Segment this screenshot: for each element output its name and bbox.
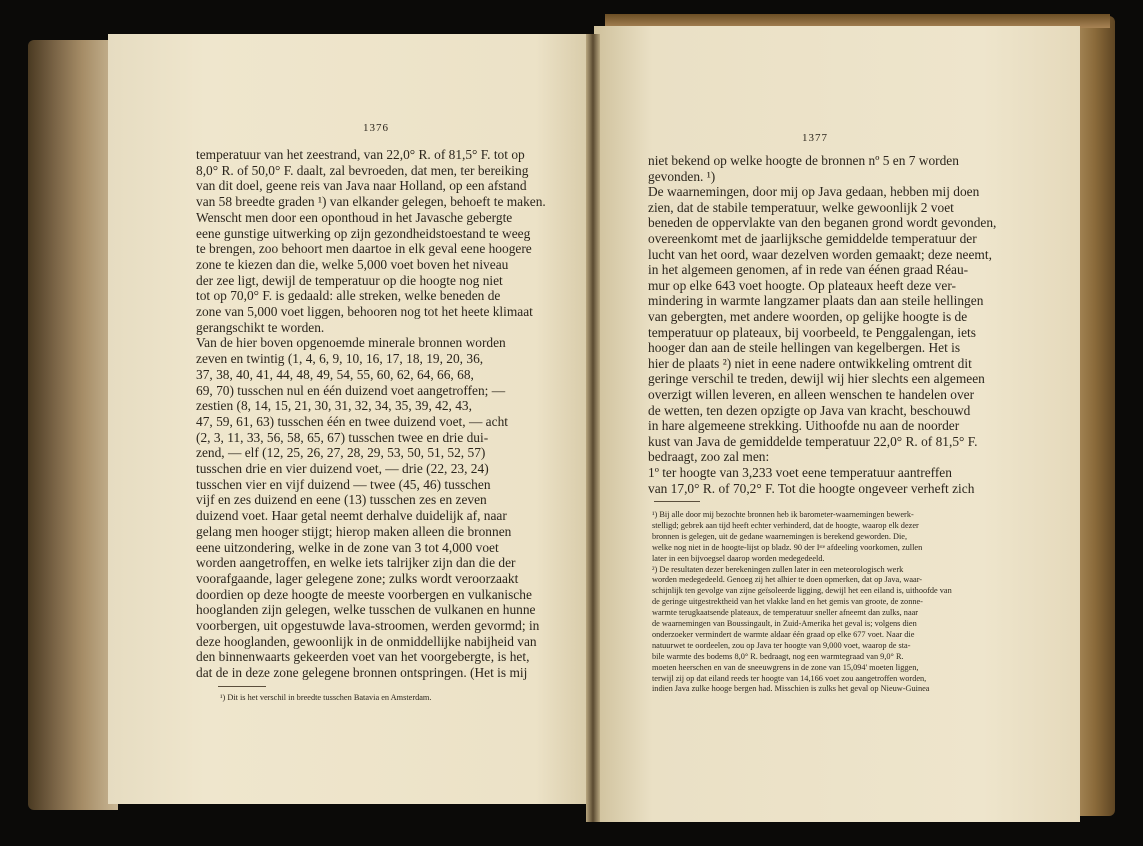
text-line: der zee ligt, dewijl de temperatuur op die hoogte nog niet — [196, 272, 503, 288]
text-line: niet bekend op welke hoogte de bronnen nº 5 en 7 worden — [648, 153, 959, 168]
book-gutter — [586, 34, 600, 822]
text-line: temperatuur van het zeestrand, van 22,0° R. of 81,5° F. tot op — [196, 147, 525, 162]
text-line: van 58 breedte graden ¹) van elkander gelegen, behoeft te maken. — [196, 194, 546, 210]
text-line: (2, 3, 11, 33, 56, 58, 65, 67) tusschen twee en drie dui- — [196, 429, 489, 445]
text-line: eene gunstige uitwerking op zijn gezondheidstoestand te weeg — [196, 225, 531, 241]
text-line: vijf en zes duizend en eene (13) tusschen zes en zeven — [196, 492, 487, 508]
text-line: tusschen drie en vier duizend voet, — drie (22, 23, 24) — [196, 461, 489, 476]
text-line: 1º ter hoogte van 3,233 voet eene temperatuur aantreffen — [648, 465, 952, 480]
footnote-line: later in een bijvoegsel daarop worden medegedeeld. — [652, 553, 825, 563]
text-line: mindering in warmte langzamer plaats dan aan steile hellingen — [648, 293, 984, 309]
text-line: overzigt willen leveren, en alleen wenschen te handelen over — [648, 387, 975, 402]
footnote-line: onderzoeker vermindert de warmte aldaar één graad op elke 677 voet. Naar die — [652, 629, 915, 639]
text-line: worden aangetroffen, en welke iets talrijker zijn dan die der — [196, 555, 516, 571]
footnote-rule — [218, 686, 266, 687]
text-line: hier de plaats ²) niet in eene nadere ontwikkeling omtrent dit — [648, 355, 972, 371]
footnote-line: de geringe uitgestrektheid van het vlakke land en het gemis van groote, de zonne- — [652, 597, 923, 607]
text-line: 69, 70) tusschen nul en één duizend voet aangetroffen; — — [196, 382, 506, 398]
text-line: duizend voet. Haar getal neemt derhalve duidelijk af, naar — [196, 508, 507, 524]
text-line: zone van 5,000 voet liggen, behooren nog tot het heete klimaat — [196, 304, 533, 319]
text-line: zien, dat de stabile temperatuur, welke gewoonlijk 2 voet — [648, 199, 954, 215]
text-line: lucht van het oord, waar dezelven worden gemaakt; deze neemt, — [648, 246, 992, 262]
text-line: eene uitzondering, welke in de zone van 3 tot 4,000 voet — [196, 539, 499, 555]
footnote-line: bronnen is gelegen, uit de gedane waarnemingen is berekend geworden. Die, — [652, 531, 908, 541]
footnote-line: worden medegedeeld. Genoeg zij het alhier te doen opmerken, dat op Java, waar- — [652, 575, 923, 585]
footnote-line: schijnlijk ten gevolge van zijne geïsoleerde ligging, dewijl het een eiland is, uithoofde van — [652, 586, 952, 596]
text-line: voorafgaande, lager gelegene zone; zulks wordt veroorzaakt — [196, 570, 519, 586]
footnote-line: welke nog niet in de hoogte-lijst op bladz. 90 der Iˢᵗᵉ afdeeling voorkomen, zullen — [652, 542, 923, 552]
text-line: gelang men hooger stijgt; hierop maken alleen die bronnen — [196, 523, 512, 539]
text-line: voorbergen, uit opgestuwde lava-stroomen, werden gevormd; in — [196, 618, 540, 633]
text-line: Wenscht men door een oponthoud in het Javasche gebergte — [196, 209, 513, 225]
text-line: 37, 38, 40, 41, 44, 48, 49, 54, 55, 60, 62, 64, 66, 68, — [196, 366, 474, 382]
text-line: in het algemeen genomen, af in rede van éénen graad Réau- — [648, 262, 969, 278]
text-line: zestien (8, 14, 15, 21, 30, 31, 32, 34, 35, 39, 42, 43, — [196, 398, 472, 414]
text-line: dat de in deze zone gelegene bronnen ontspringen. (Het is mij — [196, 665, 528, 681]
text-line: de wetten, ten dezen opzigte op Java van kracht, beschouwd — [648, 402, 971, 418]
text-line: tot op 70,0° F. is gedaald: alle streken, welke beneden de — [196, 288, 501, 304]
footnote-line: indien Java zulke hooge bergen had. Misschien is zulks het geval op Nieuw-Guinea — [652, 684, 930, 694]
page-number: 1377 — [802, 132, 828, 144]
text-line: mur op elke 643 voet hoogte. Op plateaux heeft deze ver- — [648, 277, 956, 293]
text-line: deze hooglanden, gewoonlijk in de onmiddellijke nabijheid van — [196, 633, 537, 649]
footnote-line: moeten heerschen en van de sneeuwgrens in de zone van 15,094' moeten liggen, — [652, 662, 919, 672]
text-line: zend, — elf (12, 25, 26, 27, 28, 29, 53, 50, 51, 52, 57) — [196, 445, 486, 461]
text-line: temperatuur op plateaux, bij voorbeeld, te Penggalengan, iets — [648, 324, 976, 340]
text-line: van 17,0° R. of 70,2° F. Tot die hoogte ongeveer verheft zich — [648, 480, 975, 496]
book-edge-left — [28, 40, 118, 810]
text-line: hooglanden zijn gelegen, welke tusschen de vulkanen en hunne — [196, 602, 536, 618]
text-line: van gebergten, met andere woorden, op gelijke hoogte is de — [648, 309, 968, 324]
footnote-line: ¹) Bij alle door mij bezochte bronnen heb ik barometer-waarnemingen bewerk- — [652, 510, 914, 519]
right-page — [594, 26, 1080, 822]
footnote-line: stelligd; gebrek aan tijd heeft echter verhinderd, dat de hoogte, waarop elk dezer — [652, 520, 919, 530]
footnote-line: ²) De resultaten dezer berekeningen zullen later in een meteorologisch werk — [652, 564, 904, 574]
footnote-line: de waarnemingen van Boussingault, in Zuid-Amerika het geval is; volgens dien — [652, 619, 917, 628]
text-line: van dit doel, geene reis van Java naar Holland, op een afstand — [196, 178, 527, 194]
footnote-rule — [654, 501, 700, 502]
footnote-line: natuurwet te oordeelen, zou op Java ter hoogte van 9,000 voet, waarop de sta- — [652, 640, 911, 650]
text-line: geringe verschil te treden, dewijl wij hier slechts een algemeen — [648, 371, 985, 387]
text-line: Van de hier boven opgenoemde minerale bronnen worden — [196, 335, 506, 351]
text-line: hooger dan aan de steile hellingen van kegelbergen. Het is — [648, 340, 961, 356]
text-line: bedraagt, zoo zal men: — [648, 449, 770, 465]
text-line: den binnenwaarts gekeerden voet van het voorgebergte, is het, — [196, 649, 530, 665]
text-line: gerangschikt te worden. — [196, 319, 325, 335]
footnote-line: terwijl zij op dat eiland reeds ter hoogte van 14,166 voet zou aangetroffen worden, — [652, 673, 927, 683]
text-line: zone te kiezen dan die, welke 5,000 voet boven het niveau — [196, 256, 509, 272]
text-line: De waarnemingen, door mij op Java gedaan, hebben mij doen — [648, 184, 980, 200]
page-number: 1376 — [363, 122, 389, 134]
footnote-line: warmte terugkaatsende plateaux, de temperatuur sneller afneemt dan zulks, naar — [652, 608, 919, 618]
footnote-line: ¹) Dit is het verschil in breedte tusschen Batavia en Amsterdam. — [220, 693, 432, 702]
text-line: kust van Java de gemiddelde temperatuur 22,0° R. of 81,5° F. — [648, 433, 978, 449]
left-page — [108, 34, 594, 804]
text-line: gevonden. ¹) — [648, 168, 716, 184]
text-line: in hare algemeene strekking. Uithoofde nu aan de noorder — [648, 418, 960, 434]
text-line: 8,0° R. of 50,0° F. daalt, zal bevroeden, dat men, ter bereiking — [196, 162, 529, 178]
text-line: te brengen, zoo behoort men daartoe in elk geval eene hoogere — [196, 241, 532, 257]
text-line: tusschen vier en vijf duizend — twee (45, 46) tusschen — [196, 476, 491, 492]
text-line: zeven en twintig (1, 4, 6, 9, 10, 16, 17, 18, 19, 20, 36, — [196, 351, 484, 367]
text-line: doordien op deze hoogte de meeste voorbergen en vulkanische — [196, 586, 532, 602]
footnote-line: bile warmte des bodems 8,0° R. bedraagt, nog een warmtegraad van 9,0° R. — [652, 651, 904, 661]
text-line: beneden de oppervlakte van den beganen grond wordt gevonden, — [648, 215, 997, 231]
text-line: overeenkomt met de jaarlijksche gemiddelde temperatuur der — [648, 231, 977, 246]
text-line: 47, 59, 61, 63) tusschen één en twee duizend voet, — acht — [196, 413, 508, 429]
